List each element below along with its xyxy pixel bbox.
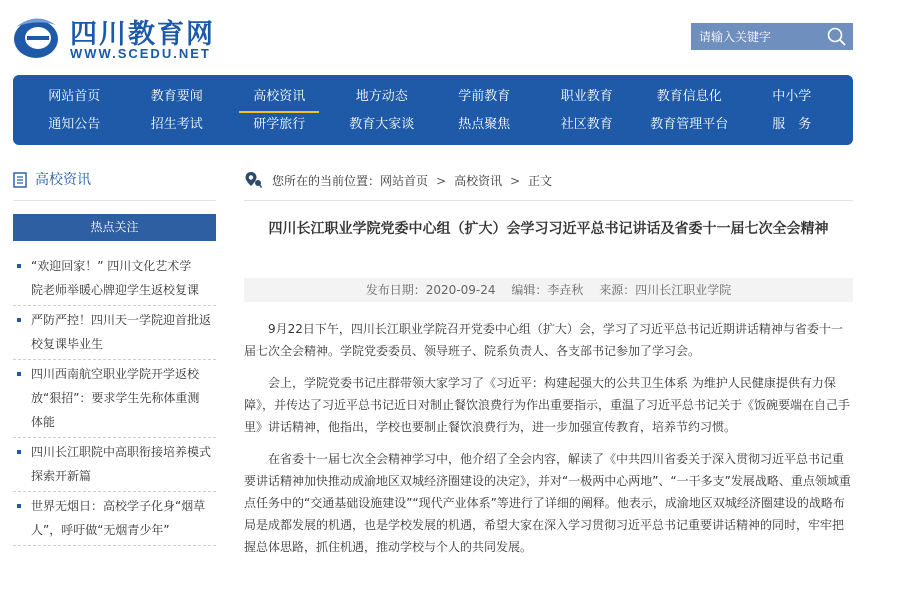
list-item[interactable] (13, 252, 216, 306)
nav-item-home[interactable]: 网站首页 (48, 89, 101, 104)
nav-row-2 (23, 111, 843, 139)
breadcrumb-separator: > (436, 174, 447, 188)
list-item-text: 四川长江职院中高职衔接培养模式 (31, 445, 212, 459)
search-box (691, 23, 853, 50)
breadcrumb-home-link[interactable]: 网站首页 (380, 174, 429, 188)
search-input[interactable] (691, 23, 823, 50)
nav-item-notices[interactable]: 通知公告 (48, 117, 101, 132)
sidebar-divider (13, 200, 216, 201)
breadcrumb-divider (244, 200, 853, 201)
list-item[interactable] (13, 492, 216, 546)
nav-item-study-travel[interactable]: 研学旅行 (253, 117, 306, 132)
list-item[interactable] (13, 360, 216, 438)
breadcrumb-prefix: 您所在的当前位置： (272, 174, 381, 188)
sidebar-heading-text: 高校资讯 (35, 172, 91, 188)
list-item[interactable] (13, 306, 216, 360)
nav-item-community-edu[interactable]: 社区教育 (560, 117, 613, 132)
breadcrumb-separator: > (510, 174, 521, 188)
article-body (244, 318, 853, 568)
site-name: 四川教育网 (70, 19, 215, 50)
article-title: 四川长江职业学院党委中心组（扩大）会学习习近平总书记讲话及省委十一届七次全会精神 (268, 221, 829, 237)
breadcrumb-section-link[interactable]: 高校资讯 (454, 174, 503, 188)
list-item-text: 体能 (31, 415, 56, 429)
list-item-text: 严防严控！四川天一学院迎首批返 (31, 313, 212, 327)
list-item-text: 人”，呼吁做“无烟青少年” (31, 523, 170, 537)
hot-topics-header: 热点关注 (13, 214, 216, 241)
nav-item-edu-management[interactable]: 教育管理平台 (650, 117, 729, 132)
nav-item-university-news[interactable]: 高校资讯 (228, 83, 331, 111)
nav-item-edu-forum[interactable]: 教育大家谈 (349, 117, 415, 132)
list-item-text: 世界无烟日：高校学子化身“烟草 (31, 499, 206, 513)
site-url: WWW.SCEDU.NET (70, 46, 211, 61)
list-item-text: 四川西南航空职业学院开学返校 (31, 367, 200, 381)
nav-item-edu-informatization[interactable]: 教育信息化 (656, 89, 722, 104)
article-editor: 编辑：李垚秋 (511, 283, 584, 297)
nav-item-vocational[interactable]: 职业教育 (560, 89, 613, 104)
breadcrumb-current: 正文 (528, 174, 553, 188)
article-paragraph: 9月22日下午，四川长江职业学院召开党委中心组（扩大）会，学习了习近平总书记近期讲话精神与省委十一届七次全会精神。学院党委委员、领导班子、院系负责人、各支部书记参加了学习会。 (244, 322, 843, 358)
location-icon (244, 171, 262, 189)
nav-item-education-news[interactable]: 教育要闻 (150, 89, 203, 104)
breadcrumb (244, 168, 853, 192)
list-item-text: 探索开新篇 (31, 469, 92, 483)
nav-item-preschool[interactable]: 学前教育 (458, 89, 511, 104)
list-item-text: 放“狠招”：要求学生先称体重测 (31, 391, 200, 405)
sidebar-heading (13, 168, 216, 192)
logo-e-icon (12, 13, 60, 61)
nav-item-admissions[interactable]: 招生考试 (150, 117, 203, 132)
nav-item-services[interactable]: 服 务 (772, 117, 812, 132)
article-paragraph: 会上，学院党委书记庄群带领大家学习了《习近平：构建起强大的公共卫生体系 为维护人民健康提供有力保障》，并传达了习近平总书记近日对制止餐饮浪费行为作出重要指示，重温了习近平总书记关于《饭碗要端在自己手里》讲话精神，他指出，学校也要制止餐饮浪费行为，进一步加强宣传教育，培养节约习惯。 (244, 376, 851, 434)
nav-item-local-news[interactable]: 地方动态 (355, 89, 408, 104)
hot-topics-list (13, 252, 216, 546)
list-item[interactable] (13, 438, 216, 492)
list-item-text: 校复课毕业生 (31, 337, 104, 351)
site-logo[interactable] (12, 10, 252, 66)
nav-item-k12[interactable]: 中小学 (772, 89, 812, 104)
list-item-text: “欢迎回家！” 四川文化艺术学 (31, 259, 192, 273)
list-item-text: 院老师举暖心牌迎学生返校复课 (31, 283, 200, 297)
article-paragraph: 在省委十一届七次全会精神学习中，他介绍了全会内容，解读了《中共四川省委关于深入贯彻习近平总书记重要讲话精神加快推动成渝地区双城经济圈建设的决定》，并对“一极两中心两地”、“一干多支”发展战略、重点领域重点任务中的“交通基础设施建设”“现代产业体系”等进行了详细的阐释。他表示，成渝地区双城经济圈建设的战略布局是成都发展的机遇，也是学校发展的机遇，希望大家在深入学习贯彻习近平总书记重要讲话精神的同时，牢牢把握总体思路，抓住机遇，推动学校与个人的共同发展。 (244, 452, 851, 554)
nav-item-hot-topics[interactable]: 热点聚焦 (458, 117, 511, 132)
search-icon[interactable] (825, 25, 849, 48)
nav-row-1 (23, 83, 843, 111)
list-icon (13, 172, 27, 188)
article-meta (244, 278, 853, 302)
publish-date: 发布日期：2020-09-24 (365, 283, 496, 297)
article-source: 来源：四川长江职业学院 (599, 283, 732, 297)
main-nav (13, 75, 853, 145)
